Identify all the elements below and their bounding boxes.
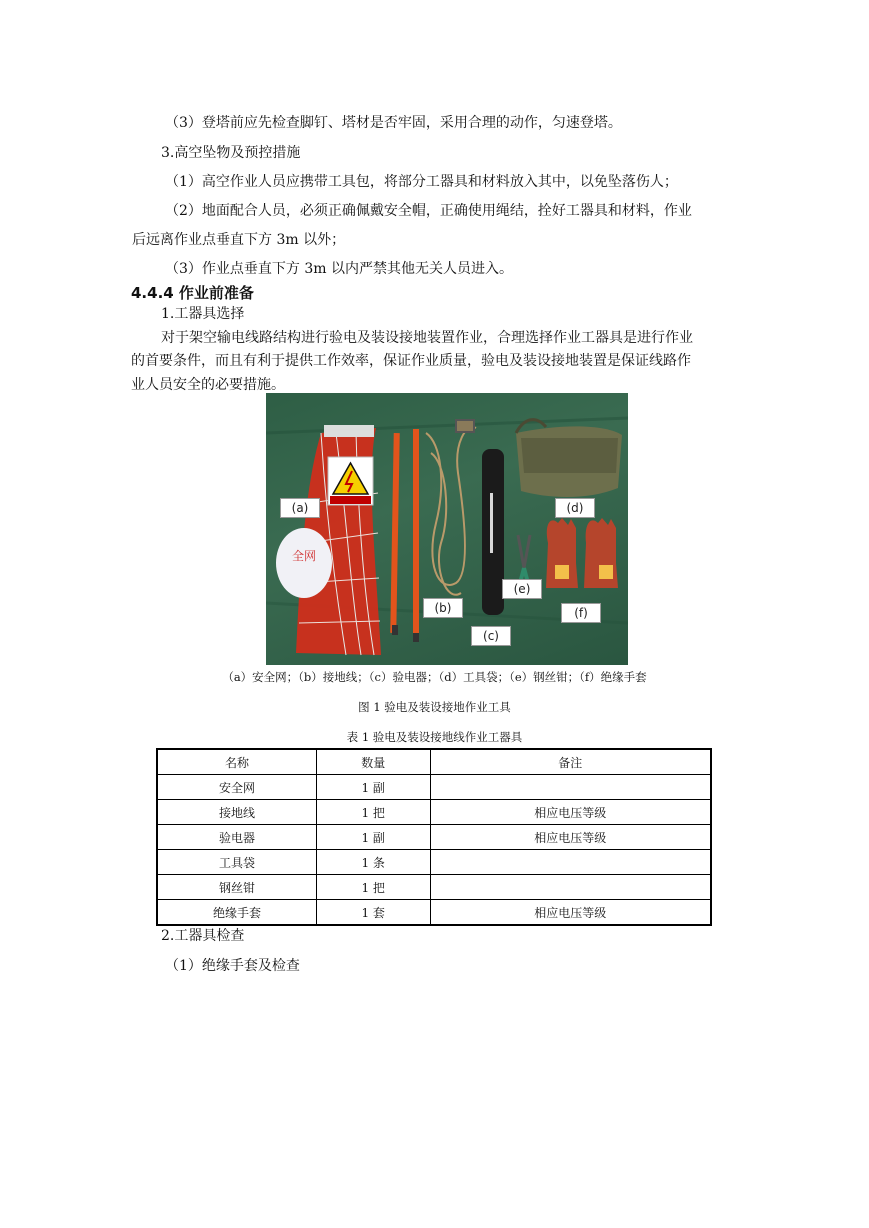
table-cell: 1 把 [316, 800, 430, 825]
paragraph-p4b: 后远离作业点垂直下方 3m 以外； [132, 232, 346, 248]
table-cell: 相应电压等级 [430, 900, 711, 926]
subheading-tool-inspection: 2.工器具检查 [161, 928, 245, 944]
table-row [157, 900, 711, 926]
section-heading: 4.4.4 作业前准备 [131, 284, 254, 302]
table-cell: 绝缘手套 [157, 900, 316, 926]
table-cell: 1 条 [316, 850, 430, 875]
table-row [157, 800, 711, 825]
tag-c: (c) [471, 626, 511, 646]
table-cell: 1 把 [316, 875, 430, 900]
tools-table [156, 748, 712, 926]
bag-text: 全网 [292, 549, 317, 563]
table-cell: 验电器 [157, 825, 316, 850]
table-header: 数量 [316, 749, 430, 775]
tool-bag [516, 420, 622, 497]
net-bag [276, 528, 332, 598]
table-row [157, 775, 711, 800]
table-cell [430, 875, 711, 900]
table-cell: 相应电压等级 [430, 825, 711, 850]
paragraph-p4a: （2）地面配合人员，必须正确佩戴安全帽，正确使用绳结，拴好工器具和材料，作业 [165, 203, 692, 219]
table-cell: 相应电压等级 [430, 800, 711, 825]
figure-legend: （a）安全网；（b）接地线；（c）验电器；（d）工具袋；（e）钢丝钳；（f）绝缘手套 [222, 670, 647, 684]
body-line-c: 业人员安全的必要措施。 [131, 377, 285, 393]
warning-sign [328, 457, 373, 505]
tag-a: (a) [280, 498, 320, 518]
item-glove-inspection: （1）绝缘手套及检查 [165, 958, 300, 974]
table-cell: 1 套 [316, 900, 430, 926]
body-line-a: 对于架空输电线路结构进行验电及装设接地装置作业，合理选择作业工器具是进行作业 [161, 330, 693, 346]
paragraph-p5: （3）作业点垂直下方 3m 以内严禁其他无关人员进入。 [165, 261, 513, 277]
table-cell: 1 副 [316, 825, 430, 850]
table-cell: 安全网 [157, 775, 316, 800]
table-cell: 1 副 [316, 775, 430, 800]
table-cell [430, 775, 711, 800]
table-header: 备注 [430, 749, 711, 775]
tools-photo-art [266, 393, 628, 665]
table-row [157, 825, 711, 850]
table-cell [430, 850, 711, 875]
tag-e: (e) [502, 579, 542, 599]
table-row [157, 850, 711, 875]
table-cell: 工具袋 [157, 850, 316, 875]
paragraph-p3: （1）高空作业人员应携带工具包，将部分工器具和材料放入其中，以免坠落伤人； [165, 174, 678, 190]
tag-d: (d) [555, 498, 595, 518]
figure-caption: 图 1 验电及装设接地作业工具 [358, 700, 511, 714]
tag-b: (b) [423, 598, 463, 618]
subheading-tool-selection: 1.工器具选择 [161, 306, 245, 322]
gloves [546, 518, 618, 588]
table-cell: 钢丝钳 [157, 875, 316, 900]
grounding-wire [426, 420, 476, 595]
tools-photo [266, 393, 628, 665]
table-header: 名称 [157, 749, 316, 775]
table-header-row [157, 749, 711, 775]
paragraph-p2: 3.高空坠物及预控措施 [161, 145, 301, 161]
table-caption: 表 1 验电及装设接地线作业工器具 [346, 730, 523, 744]
table-row [157, 875, 711, 900]
table-cell: 接地线 [157, 800, 316, 825]
paragraph-p1: （3）登塔前应先检查脚钉、塔材是否牢固，采用合理的动作，匀速登塔。 [165, 115, 622, 131]
body-line-b: 的首要条件，而且有利于提供工作效率，保证作业质量，验电及装设接地装置是保证线路作 [131, 353, 691, 369]
tag-f: (f) [561, 603, 601, 623]
